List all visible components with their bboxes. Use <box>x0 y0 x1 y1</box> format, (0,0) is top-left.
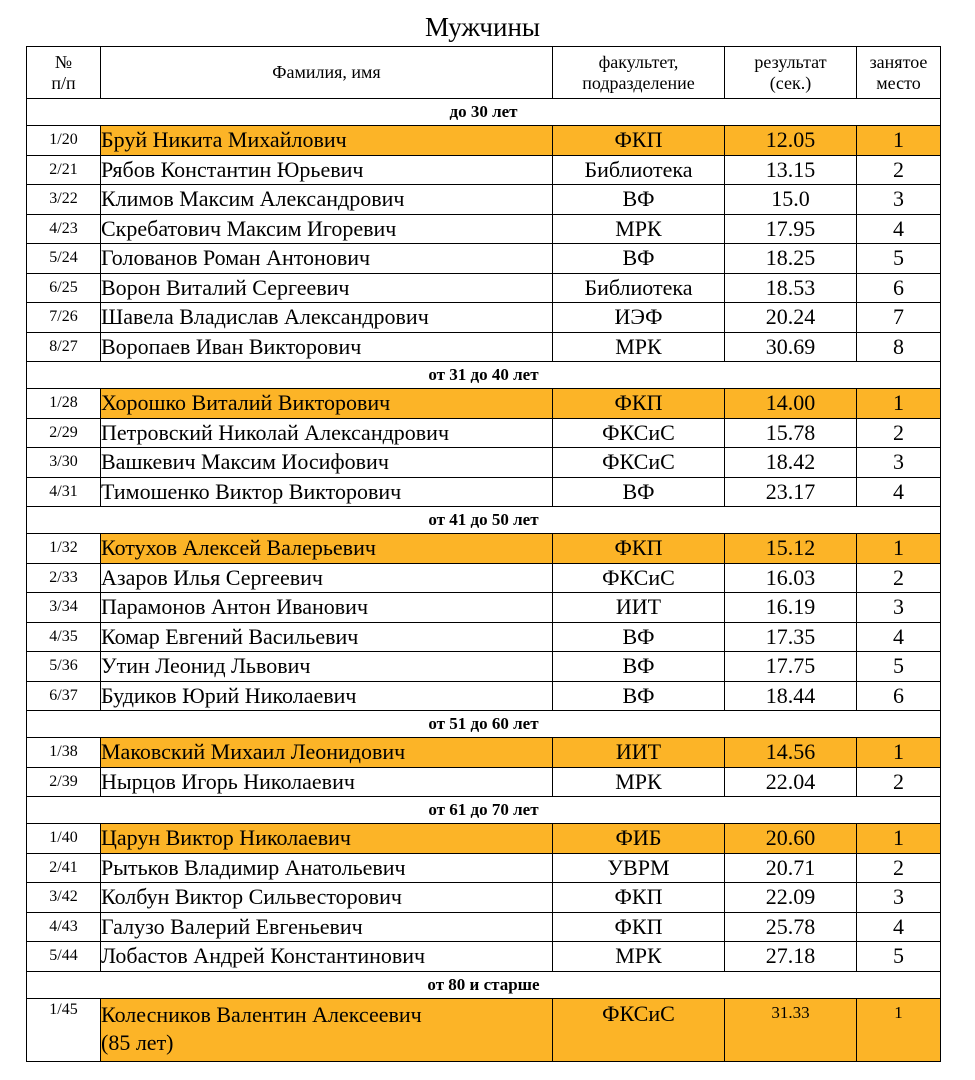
cell-number: 1/20 <box>27 126 101 156</box>
cell-faculty: ФКСиС <box>553 448 725 478</box>
cell-name: Парамонов Антон Иванович <box>101 593 553 623</box>
table-row <box>27 652 941 682</box>
cell-result: 27.18 <box>725 942 857 972</box>
cell-place: 1 <box>857 824 941 854</box>
age-group-label: от 51 до 60 лет <box>27 711 941 738</box>
cell-place: 5 <box>857 652 941 682</box>
cell-faculty: ВФ <box>553 681 725 711</box>
cell-place: 2 <box>857 563 941 593</box>
cell-place: 1 <box>857 738 941 768</box>
cell-result: 23.17 <box>725 477 857 507</box>
table-row <box>27 593 941 623</box>
cell-place: 4 <box>857 477 941 507</box>
cell-place: 4 <box>857 214 941 244</box>
cell-number: 1/40 <box>27 824 101 854</box>
table-row <box>27 214 941 244</box>
cell-number: 6/25 <box>27 273 101 303</box>
cell-place: 2 <box>857 767 941 797</box>
table-row <box>27 622 941 652</box>
cell-number: 4/23 <box>27 214 101 244</box>
age-group-label: от 31 до 40 лет <box>27 362 941 389</box>
cell-faculty: ВФ <box>553 185 725 215</box>
cell-number: 1/32 <box>27 534 101 564</box>
cell-result: 15.78 <box>725 418 857 448</box>
cell-name: Галузо Валерий Евгеньевич <box>101 912 553 942</box>
cell-result: 31.33 <box>725 998 857 1061</box>
cell-number: 4/31 <box>27 477 101 507</box>
cell-name: Скребатович Максим Игоревич <box>101 214 553 244</box>
cell-place: 6 <box>857 273 941 303</box>
cell-faculty: ВФ <box>553 622 725 652</box>
cell-place: 1 <box>857 534 941 564</box>
cell-number: 2/33 <box>27 563 101 593</box>
cell-number: 2/29 <box>27 418 101 448</box>
cell-faculty: МРК <box>553 942 725 972</box>
cell-faculty: ФКСиС <box>553 418 725 448</box>
cell-number: 4/43 <box>27 912 101 942</box>
table-row <box>27 418 941 448</box>
cell-place: 5 <box>857 942 941 972</box>
cell-number: 2/21 <box>27 155 101 185</box>
table-row <box>27 563 941 593</box>
cell-faculty: ИЭФ <box>553 303 725 333</box>
cell-faculty: Библиотека <box>553 273 725 303</box>
cell-faculty: МРК <box>553 332 725 362</box>
header-name: Фамилия, имя <box>101 47 553 99</box>
cell-place: 7 <box>857 303 941 333</box>
cell-name: Климов Максим Александрович <box>101 185 553 215</box>
cell-place: 1 <box>857 389 941 419</box>
cell-faculty: ФКП <box>553 912 725 942</box>
cell-name: Утин Леонид Львович <box>101 652 553 682</box>
cell-result: 20.60 <box>725 824 857 854</box>
cell-result: 17.75 <box>725 652 857 682</box>
age-group-header <box>27 99 941 126</box>
cell-place: 1 <box>857 998 941 1061</box>
cell-place: 3 <box>857 185 941 215</box>
cell-name: Маковский Михаил Леонидович <box>101 738 553 768</box>
cell-name: Колбун Виктор Сильвесторович <box>101 883 553 913</box>
cell-number: 2/39 <box>27 767 101 797</box>
cell-faculty: ВФ <box>553 244 725 274</box>
cell-result: 14.00 <box>725 389 857 419</box>
cell-place: 3 <box>857 883 941 913</box>
cell-result: 16.19 <box>725 593 857 623</box>
cell-faculty: МРК <box>553 767 725 797</box>
cell-result: 14.56 <box>725 738 857 768</box>
table-row <box>27 155 941 185</box>
cell-result: 25.78 <box>725 912 857 942</box>
cell-faculty: ИИТ <box>553 738 725 768</box>
cell-number: 3/22 <box>27 185 101 215</box>
cell-number: 3/34 <box>27 593 101 623</box>
table-row <box>27 389 941 419</box>
cell-faculty: Библиотека <box>553 155 725 185</box>
table-body <box>27 99 941 1062</box>
table-row <box>27 126 941 156</box>
cell-result: 13.15 <box>725 155 857 185</box>
age-group-label: от 61 до 70 лет <box>27 797 941 824</box>
cell-result: 15.12 <box>725 534 857 564</box>
cell-number: 3/30 <box>27 448 101 478</box>
cell-result: 15.0 <box>725 185 857 215</box>
cell-result: 12.05 <box>725 126 857 156</box>
cell-name: Тимошенко Виктор Викторович <box>101 477 553 507</box>
cell-number: 4/35 <box>27 622 101 652</box>
table-row <box>27 185 941 215</box>
cell-number: 2/41 <box>27 853 101 883</box>
cell-result: 22.09 <box>725 883 857 913</box>
cell-name: Комар Евгений Васильевич <box>101 622 553 652</box>
cell-name: Будиков Юрий Николаевич <box>101 681 553 711</box>
cell-result: 18.44 <box>725 681 857 711</box>
table-row <box>27 998 941 1061</box>
cell-faculty: ФКП <box>553 883 725 913</box>
age-group-header <box>27 507 941 534</box>
cell-faculty: УВРМ <box>553 853 725 883</box>
cell-number: 5/44 <box>27 942 101 972</box>
cell-result: 17.95 <box>725 214 857 244</box>
cell-result: 18.42 <box>725 448 857 478</box>
age-group-header <box>27 971 941 998</box>
cell-result: 18.53 <box>725 273 857 303</box>
age-group-label: от 80 и старше <box>27 971 941 998</box>
cell-faculty: ВФ <box>553 477 725 507</box>
table-row <box>27 477 941 507</box>
cell-result: 20.24 <box>725 303 857 333</box>
table-row <box>27 448 941 478</box>
age-group-label: до 30 лет <box>27 99 941 126</box>
header-result: результат (сек.) <box>725 47 857 99</box>
cell-number: 1/45 <box>27 998 101 1061</box>
cell-place: 2 <box>857 155 941 185</box>
cell-faculty: ИИТ <box>553 593 725 623</box>
cell-place: 8 <box>857 332 941 362</box>
table-row <box>27 767 941 797</box>
cell-number: 5/36 <box>27 652 101 682</box>
cell-name: Бруй Никита Михайлович <box>101 126 553 156</box>
cell-number: 1/38 <box>27 738 101 768</box>
cell-name: Шавела Владислав Александрович <box>101 303 553 333</box>
cell-name: Рябов Константин Юрьевич <box>101 155 553 185</box>
cell-faculty: МРК <box>553 214 725 244</box>
cell-name: Воропаев Иван Викторович <box>101 332 553 362</box>
header-place: занятое место <box>857 47 941 99</box>
table-header <box>27 47 941 99</box>
table-row <box>27 853 941 883</box>
table-row <box>27 738 941 768</box>
page-title: Мужчины <box>424 12 541 42</box>
cell-number: 8/27 <box>27 332 101 362</box>
cell-name: Вашкевич Максим Иосифович <box>101 448 553 478</box>
cell-faculty: ВФ <box>553 652 725 682</box>
header-faculty: факультет, подразделение <box>553 47 725 99</box>
cell-place: 2 <box>857 418 941 448</box>
cell-faculty: ФИБ <box>553 824 725 854</box>
cell-faculty: ФКП <box>553 534 725 564</box>
cell-faculty: ФКП <box>553 389 725 419</box>
header-number: № п/п <box>27 47 101 99</box>
cell-name: Лобастов Андрей Константинович <box>101 942 553 972</box>
cell-number: 7/26 <box>27 303 101 333</box>
cell-place: 4 <box>857 622 941 652</box>
cell-result: 22.04 <box>725 767 857 797</box>
table-row <box>27 303 941 333</box>
table-row <box>27 824 941 854</box>
cell-name: Нырцов Игорь Николаевич <box>101 767 553 797</box>
cell-name <box>101 998 553 1061</box>
cell-name: Голованов Роман Антонович <box>101 244 553 274</box>
table-row <box>27 883 941 913</box>
table-row <box>27 942 941 972</box>
age-group-label: от 41 до 50 лет <box>27 507 941 534</box>
cell-name: Котухов Алексей Валерьевич <box>101 534 553 564</box>
cell-result: 17.35 <box>725 622 857 652</box>
cell-place: 4 <box>857 912 941 942</box>
results-table <box>26 46 941 1062</box>
cell-result: 30.69 <box>725 332 857 362</box>
cell-place: 5 <box>857 244 941 274</box>
cell-faculty: ФКСиС <box>553 998 725 1061</box>
cell-name: Петровский Николай Александрович <box>101 418 553 448</box>
age-group-header <box>27 797 941 824</box>
participant-name: Колесников Валентин Алексеевич <box>101 1001 422 1027</box>
table-row <box>27 681 941 711</box>
cell-number: 1/28 <box>27 389 101 419</box>
cell-number: 3/42 <box>27 883 101 913</box>
cell-result: 20.71 <box>725 853 857 883</box>
cell-place: 6 <box>857 681 941 711</box>
table-row <box>27 332 941 362</box>
age-group-header <box>27 711 941 738</box>
cell-name: Азаров Илья Сергеевич <box>101 563 553 593</box>
cell-result: 16.03 <box>725 563 857 593</box>
age-group-header <box>27 362 941 389</box>
cell-result: 18.25 <box>725 244 857 274</box>
cell-place: 3 <box>857 593 941 623</box>
cell-name: Рытьков Владимир Анатольевич <box>101 853 553 883</box>
cell-faculty: ФКП <box>553 126 725 156</box>
cell-number: 6/37 <box>27 681 101 711</box>
cell-place: 1 <box>857 126 941 156</box>
cell-name: Царун Виктор Николаевич <box>101 824 553 854</box>
table-row <box>27 534 941 564</box>
table-row <box>27 244 941 274</box>
participant-age-note: (85 лет) <box>101 1029 174 1055</box>
table-row <box>27 912 941 942</box>
cell-number: 5/24 <box>27 244 101 274</box>
cell-place: 3 <box>857 448 941 478</box>
cell-place: 2 <box>857 853 941 883</box>
table-row <box>27 273 941 303</box>
cell-name: Хорошко Виталий Викторович <box>101 389 553 419</box>
cell-faculty: ФКСиС <box>553 563 725 593</box>
cell-name: Ворон Виталий Сергеевич <box>101 273 553 303</box>
